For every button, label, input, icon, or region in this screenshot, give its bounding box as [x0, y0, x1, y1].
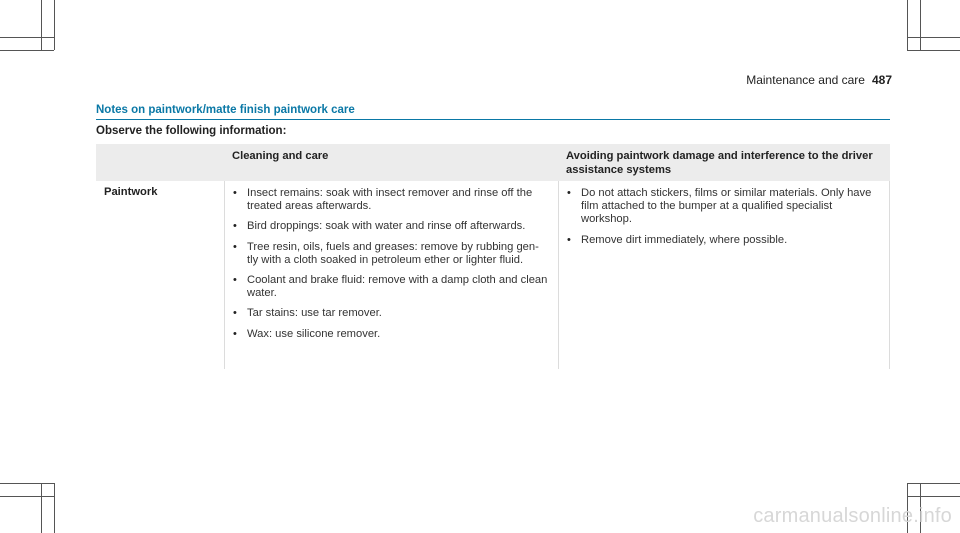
crop-mark: [0, 496, 54, 497]
crop-mark: [907, 483, 960, 484]
crop-mark: [907, 37, 960, 38]
crop-mark: [907, 0, 908, 50]
list-item: [233, 187, 550, 213]
intro-text: Observe the following information:: [96, 125, 287, 137]
crop-mark: [41, 483, 42, 533]
list-item-text: Insect remains: soak with insect remover and rinse off the treated areas afterwards.: [247, 187, 533, 213]
avoiding-list: [567, 187, 881, 247]
section-title: Notes on paintwork/matte finish paintwork care: [96, 104, 355, 116]
list-item: [233, 307, 550, 320]
list-item: [233, 220, 550, 233]
page-number: 487: [871, 73, 892, 87]
list-item-text: Do not attach stickers, films or similar materials. Only have film attached to the bumper at a qualified specialist workshop.: [581, 187, 872, 226]
list-item: [567, 234, 881, 247]
table-header: [96, 144, 890, 181]
row-label: Paintwork: [104, 186, 158, 198]
care-table: [96, 144, 890, 369]
crop-mark: [54, 483, 55, 533]
header-section: Maintenance and care: [746, 73, 865, 87]
header-cell-avoiding: Avoiding paintwork damage and interference to the driver assistance systems: [566, 150, 873, 176]
running-header: [746, 73, 892, 87]
cleaning-cell: [224, 181, 558, 369]
crop-mark: [907, 496, 960, 497]
watermark: carmanualsonline.info: [753, 505, 952, 527]
list-item-text: Bird droppings: soak with water and rinse off afterwards.: [247, 220, 526, 233]
title-rule: [96, 119, 890, 120]
avoiding-cell: [558, 181, 890, 369]
list-item-text: Tree resin, oils, fuels and greases: remove by rubbing gen-tly with a cloth soaked in petroleum ether or lighter fluid.: [247, 240, 539, 266]
list-item-text: Wax: use silicone remover.: [247, 327, 381, 340]
crop-mark: [0, 483, 54, 484]
bullet-icon: •: [233, 240, 237, 253]
crop-mark: [0, 50, 54, 51]
bullet-icon: •: [233, 307, 237, 320]
list-item-text: Coolant and brake fluid: remove with a damp cloth and clean water.: [247, 274, 548, 300]
bullet-icon: •: [567, 233, 571, 246]
list-item: [233, 328, 550, 341]
cleaning-list: [233, 187, 550, 341]
list-item: [233, 274, 550, 300]
bullet-icon: •: [233, 274, 237, 287]
list-item-text: Remove dirt immediately, where possible.: [581, 233, 788, 246]
crop-mark: [54, 0, 55, 50]
bullet-icon: •: [233, 327, 237, 340]
bullet-icon: •: [233, 220, 237, 233]
list-item-text: Tar stains: use tar remover.: [247, 307, 382, 320]
bullet-icon: •: [233, 187, 237, 199]
table-row: [96, 181, 890, 369]
header-cell-empty: [96, 144, 224, 181]
crop-mark: [920, 0, 921, 50]
bullet-icon: •: [567, 187, 571, 199]
crop-mark: [907, 50, 960, 51]
header-cell-cleaning: Cleaning and care: [232, 150, 329, 162]
crop-mark: [41, 0, 42, 50]
list-item: [233, 241, 550, 267]
list-item: [567, 187, 881, 227]
crop-mark: [0, 37, 54, 38]
